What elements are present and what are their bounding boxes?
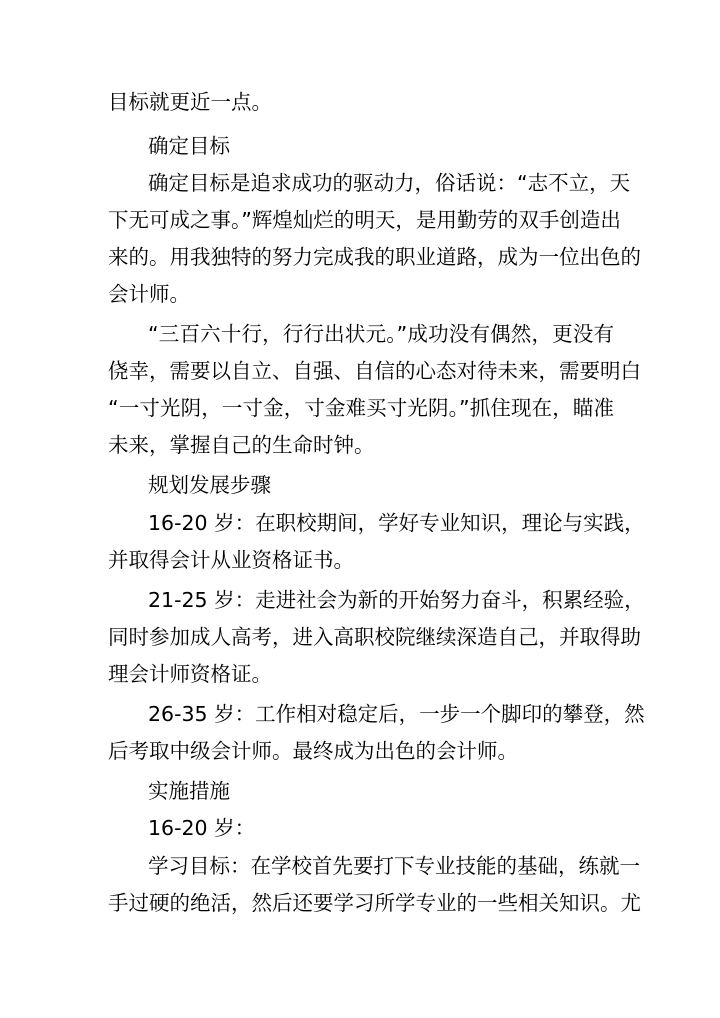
- paragraph-line: 目标就更近一点。: [108, 90, 272, 114]
- paragraph-line: 26-35 岁：工作相对稳定后，一步一个脚印的攀登，然: [148, 702, 645, 726]
- paragraph-line: 手过硬的绝活，然后还要学习所学专业的一些相关知识。尤: [108, 891, 641, 915]
- section-heading: 确定目标: [148, 134, 230, 158]
- paragraph-line: 确定目标是追求成功的驱动力，俗话说：“志不立，天: [148, 171, 631, 195]
- paragraph-line: 下无可成之事。”辉煌灿烂的明天，是用勤劳的双手创造出: [108, 208, 621, 232]
- paragraph-line: 来的。用我独特的努力完成我的职业道路，成为一位出色的: [108, 245, 641, 269]
- paragraph-line: “三百六十行，行行出状元。”成功没有偶然，更没有: [148, 322, 614, 346]
- paragraph-line: 会计师。: [108, 282, 190, 306]
- paragraph-line: 并取得会计从业资格证书。: [108, 548, 354, 572]
- paragraph-line: “一寸光阴，一寸金，寸金难买寸光阴。”抓住现在，瞄准: [108, 396, 614, 420]
- paragraph-line: 同时参加成人高考，进入高职校院继续深造自己，并取得助: [108, 625, 641, 649]
- paragraph-line: 16-20 岁：在职校期间，学好专业知识，理论与实践，: [148, 511, 645, 535]
- paragraph-line: 21-25 岁：走进社会为新的开始努力奋斗，积累经验，: [148, 588, 645, 612]
- paragraph-line: 后考取中级会计师。最终成为出色的会计师。: [108, 739, 518, 763]
- section-heading: 实施措施: [148, 779, 230, 803]
- paragraph-line: 侥幸，需要以自立、自强、自信的心态对待未来，需要明白: [108, 359, 641, 383]
- paragraph-line: 16-20 岁：: [148, 816, 256, 840]
- paragraph-line: 未来，掌握自己的生命时钟。: [108, 433, 375, 457]
- section-heading: 规划发展步骤: [148, 473, 271, 497]
- paragraph-line: 理会计师资格证。: [108, 662, 272, 686]
- paragraph-line: 学习目标：在学校首先要打下专业技能的基础，练就一: [148, 854, 640, 878]
